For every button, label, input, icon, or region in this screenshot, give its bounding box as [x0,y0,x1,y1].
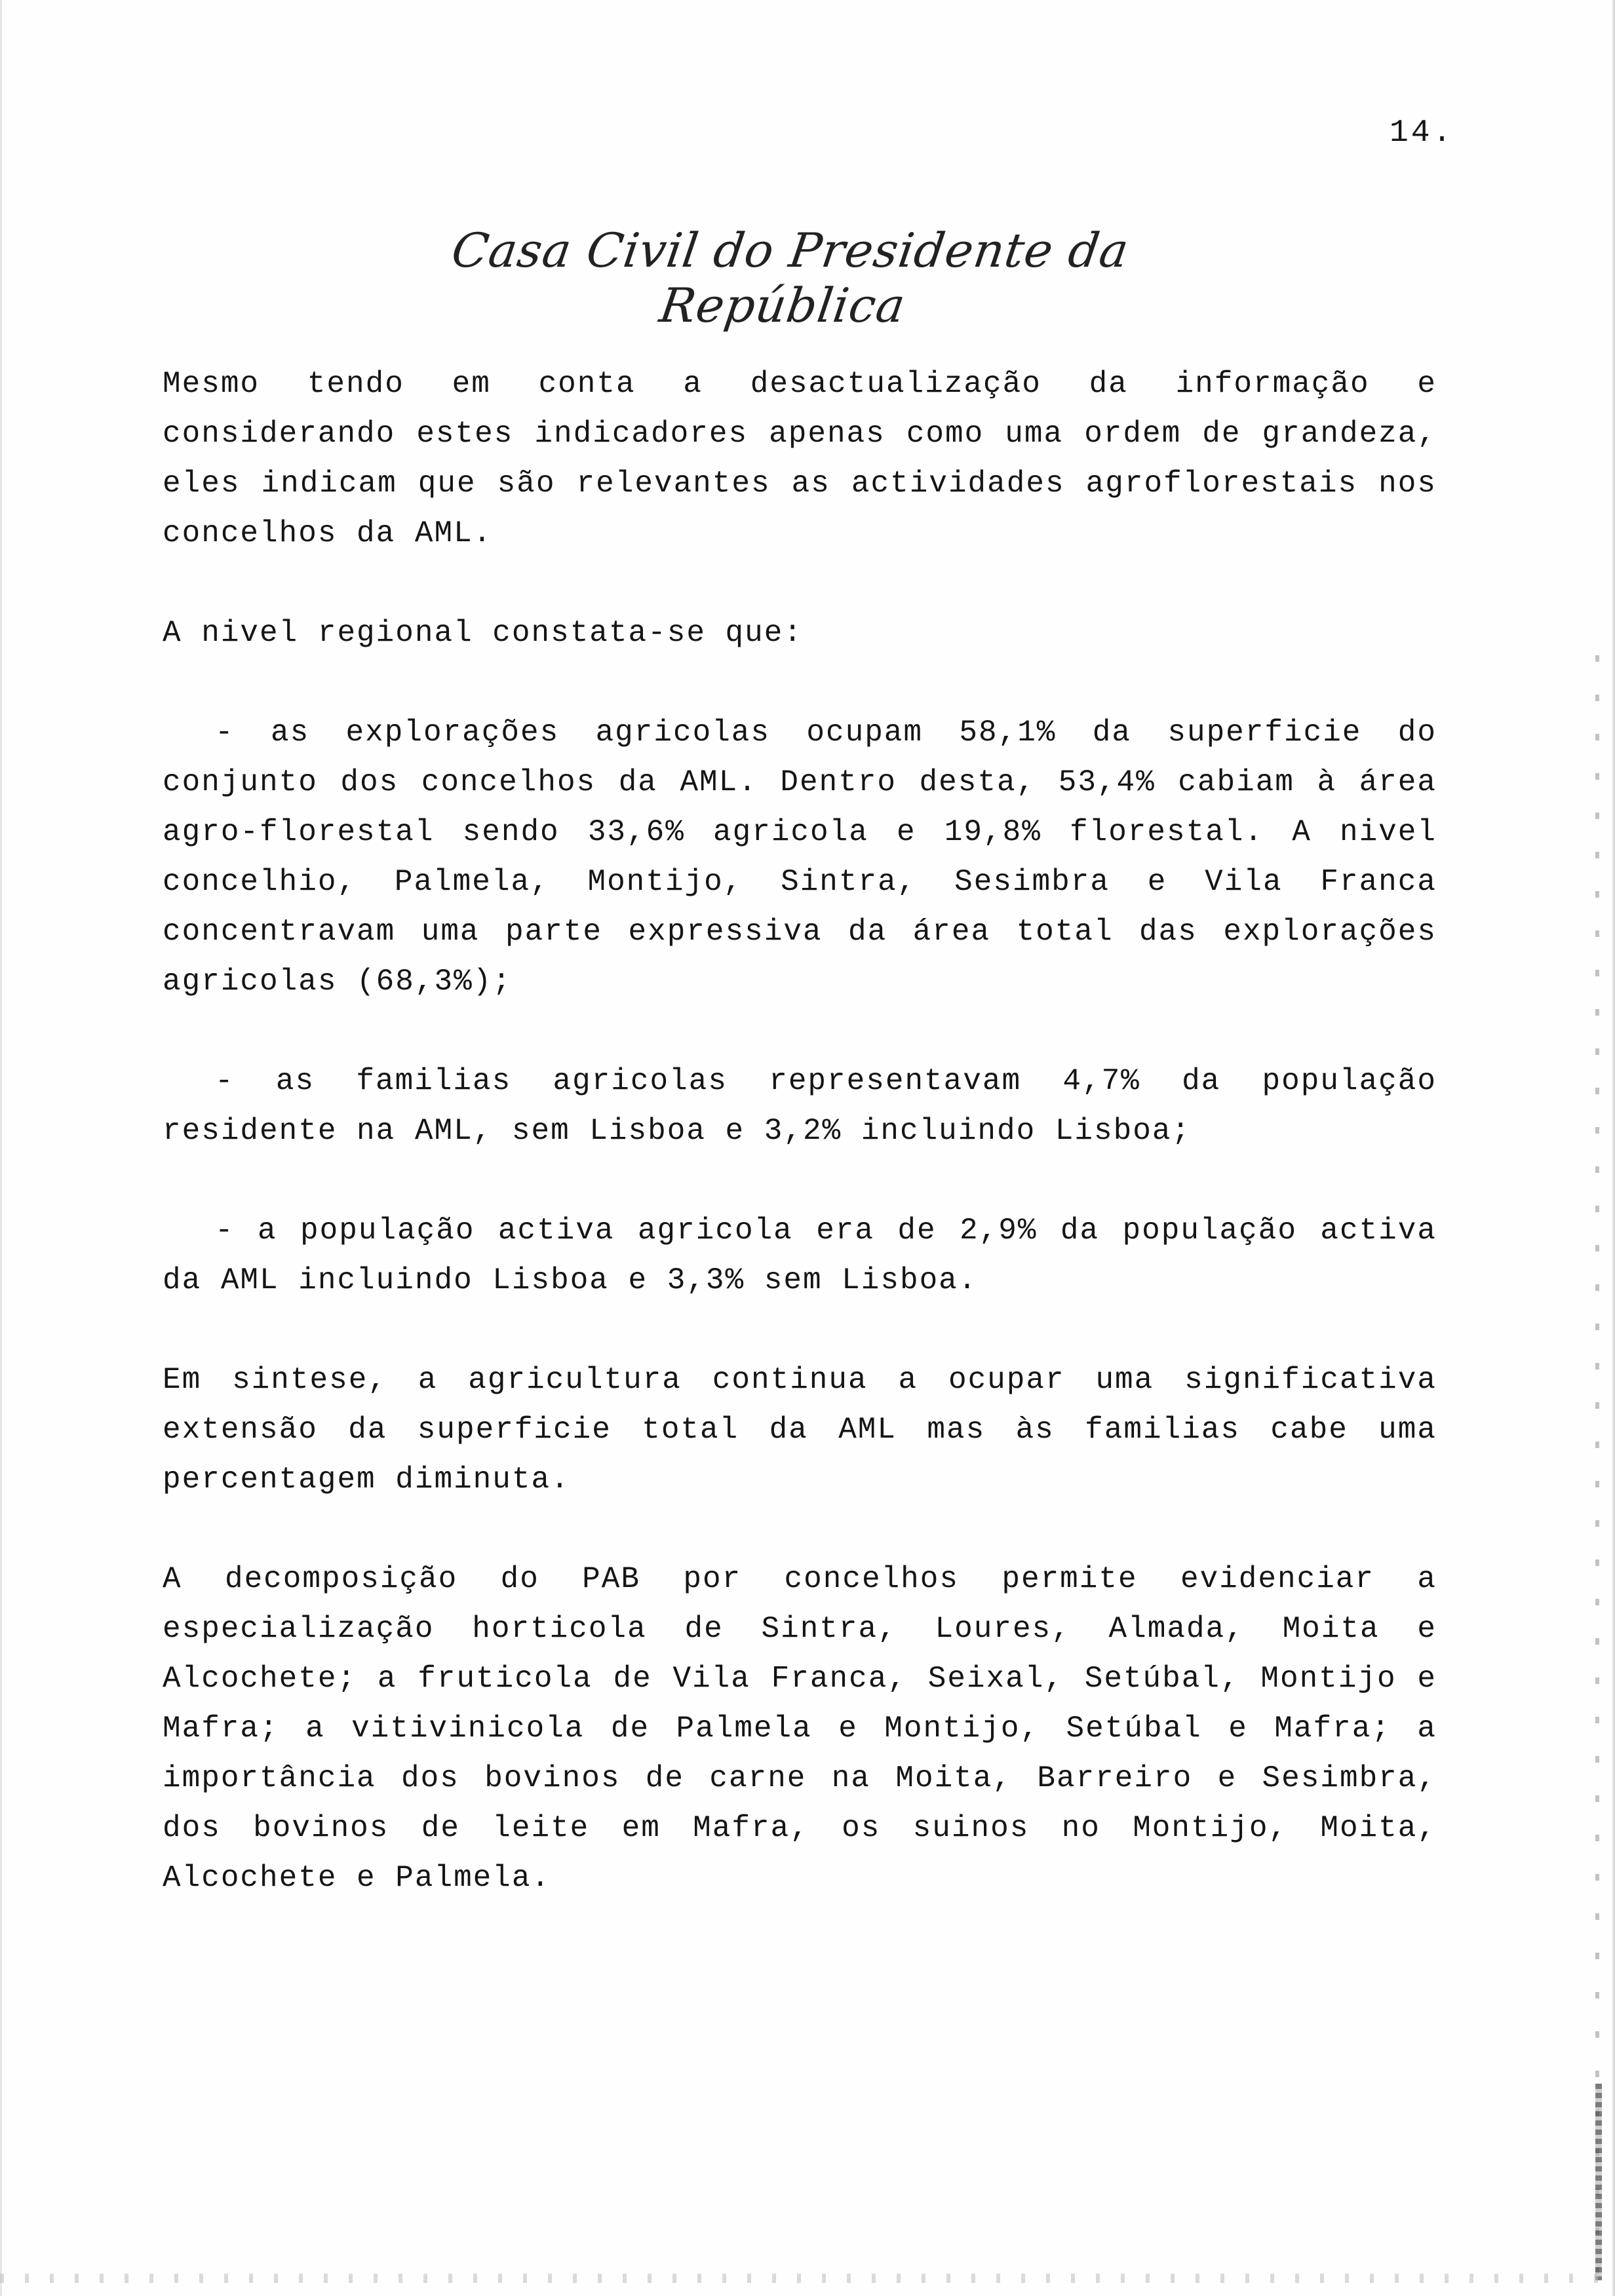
paragraph-pab: A decomposição do PAB por concelhos permite evidenciar a especialização horticola de Sintra, Loures, Almada, Moita e Alcochete; a fruticola de Vila Franca, Seixal, Setúbal, Montijo e Mafra; a vitivinicola de Palmela e Montijo, Setúbal e Mafra; a importância dos bovinos de carne na Moita, Barreiro e Sesimbra, dos bovinos de leite em Mafra, os suinos no Montijo, Moita, Alcochete e Palmela. [163,1562,1437,1895]
scan-artifact-dots-right [1595,655,1599,2280]
scan-edge-right [1611,0,1615,2296]
page-number: 14. [1390,115,1454,151]
scan-edge-left [0,0,2,2296]
paragraph-bullet-exploracoes: - as explorações agricolas ocupam 58,1% da superficie do conjunto dos concelhos da AML. Dentro desta, 53,4% cabiam à área agro-florestal sendo 33,6% agricola e 19,8% florestal. A nivel concelhio, Palmela, Montijo, Sintra, Sesimbra e Vila Franca concentravam uma parte expressiva da área total das explorações agricolas (68,3%); [163,716,1437,999]
paragraph-intro: Mesmo tendo em conta a desactualização da informação e considerando estes indicadores apenas como uma ordem de grandeza, eles indicam que são relevantes as actividades agroflorestais nos concelhos da AML. [163,367,1437,550]
document-body [163,359,1437,1903]
scan-artifact-bar-right [1595,2084,1602,2280]
paragraph-regional-heading: A nivel regional constata-se que: [163,616,803,650]
letterhead: Casa Civil do Presidente da República [448,223,1133,333]
paragraph-bullet-populacao: - a população activa agricola era de 2,9% da população activa da AML incluindo Lisboa e 3,3% sem Lisboa. [163,1214,1437,1297]
scan-artifact-dots-bottom [0,2274,1615,2283]
paragraph-bullet-familias: - as familias agricolas representavam 4,7% da população residente na AML, sem Lisboa e 3,2% incluindo Lisboa; [163,1064,1437,1148]
paragraph-sintese: Em sintese, a agricultura continua a ocupar uma significativa extensão da superficie total da AML mas às familias cabe uma percentagem diminuta. [163,1363,1437,1497]
